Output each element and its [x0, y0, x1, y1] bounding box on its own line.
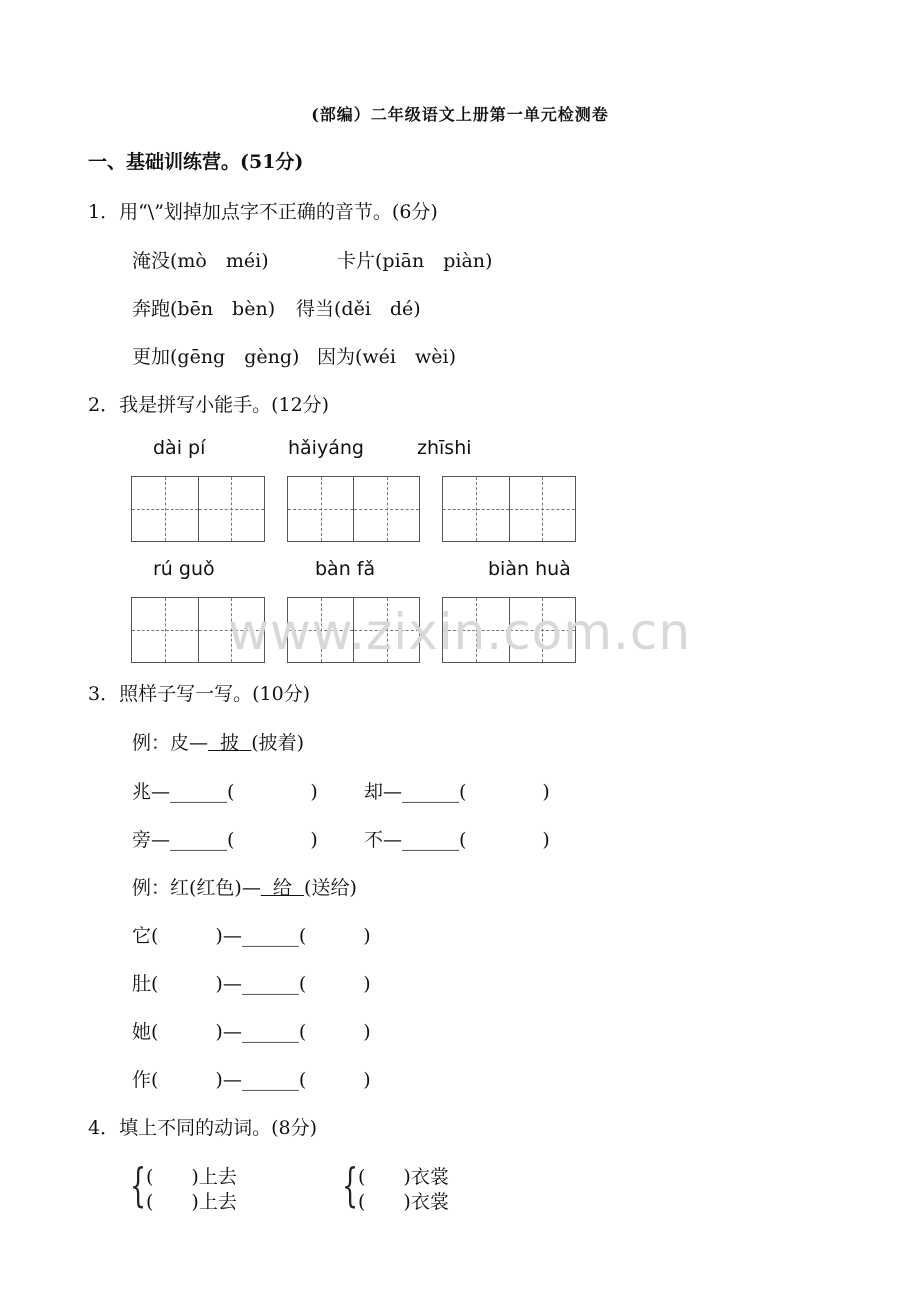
question-text: 用“\”划掉加点字不正确的音节。(6分) [119, 201, 438, 223]
watermark: www.zixin.com.cn [228, 603, 692, 661]
pinyin-item: 奔跑(bēn bèn) [132, 298, 276, 320]
fill-line[interactable]: 它( )—______( ) [132, 925, 371, 947]
question-text: 我是拼写小能手。(12分) [119, 394, 330, 416]
question-text: 填上不同的动词。(8分) [119, 1117, 318, 1139]
pinyin-item: 卡片(piān piàn) [337, 250, 493, 272]
fill-line[interactable]: 肚( )—______( ) [132, 973, 371, 995]
fill-line[interactable]: 旁—______( ) [132, 829, 318, 851]
fill-line[interactable]: 不—______( ) [364, 829, 550, 851]
brace-icon: { [342, 1158, 359, 1212]
question-text: 照样子写一写。(10分) [119, 683, 311, 705]
example-suffix: (送给) [304, 877, 357, 899]
pinyin-item: 因为(wéi wèi) [317, 346, 456, 368]
writing-grid[interactable] [131, 476, 265, 542]
example-line [132, 728, 304, 755]
fill-line[interactable]: ( )衣裳 [358, 1191, 449, 1213]
example-answer [208, 732, 251, 754]
writing-grid[interactable] [442, 476, 576, 542]
example-prefix: 例：皮— [132, 732, 209, 754]
example-line [132, 873, 357, 900]
question-3 [88, 679, 310, 706]
example-answer [261, 877, 304, 899]
question-number: 4． [88, 1117, 120, 1139]
pinyin-item: 淹没(mò méi) [132, 250, 269, 272]
brace-icon: { [130, 1158, 147, 1212]
pinyin-label: biàn huà [488, 558, 571, 580]
pinyin-item: 得当(děi dé) [296, 298, 421, 320]
question-2 [88, 390, 329, 417]
pinyin-label: dài pí [153, 437, 206, 459]
writing-grid[interactable] [287, 476, 420, 542]
question-number: 1． [88, 201, 120, 223]
question-number: 2． [88, 394, 120, 416]
fill-line[interactable]: 兆—______( ) [132, 781, 318, 803]
section-heading: 一、基础训练营。(51分) [88, 151, 304, 173]
page-title: (部编）二年级语文上册第一单元检测卷 [311, 105, 609, 124]
question-number: 3． [88, 683, 120, 705]
example-suffix: (披着) [251, 732, 305, 754]
pinyin-item: 更加(gēng gèng) [132, 346, 300, 368]
pinyin-label: rú guǒ [153, 558, 215, 580]
fill-line[interactable]: 作( )—______( ) [132, 1069, 371, 1091]
fill-line[interactable]: ( )上去 [146, 1166, 237, 1188]
pinyin-label: bàn fǎ [315, 558, 376, 580]
question-4 [88, 1113, 317, 1140]
fill-line[interactable]: ( )上去 [146, 1191, 237, 1213]
pinyin-label: zhīshi [417, 437, 472, 459]
example-answer-text: 给 [272, 877, 292, 899]
example-answer-text: 披 [220, 732, 240, 754]
pinyin-label: hǎiyáng [288, 437, 364, 459]
fill-line[interactable]: 却—______( ) [364, 781, 550, 803]
fill-line[interactable]: ( )衣裳 [358, 1166, 449, 1188]
fill-line[interactable]: 她( )—______( ) [132, 1021, 371, 1043]
example-prefix: 例：红(红色)— [132, 877, 261, 899]
question-1 [88, 197, 438, 224]
